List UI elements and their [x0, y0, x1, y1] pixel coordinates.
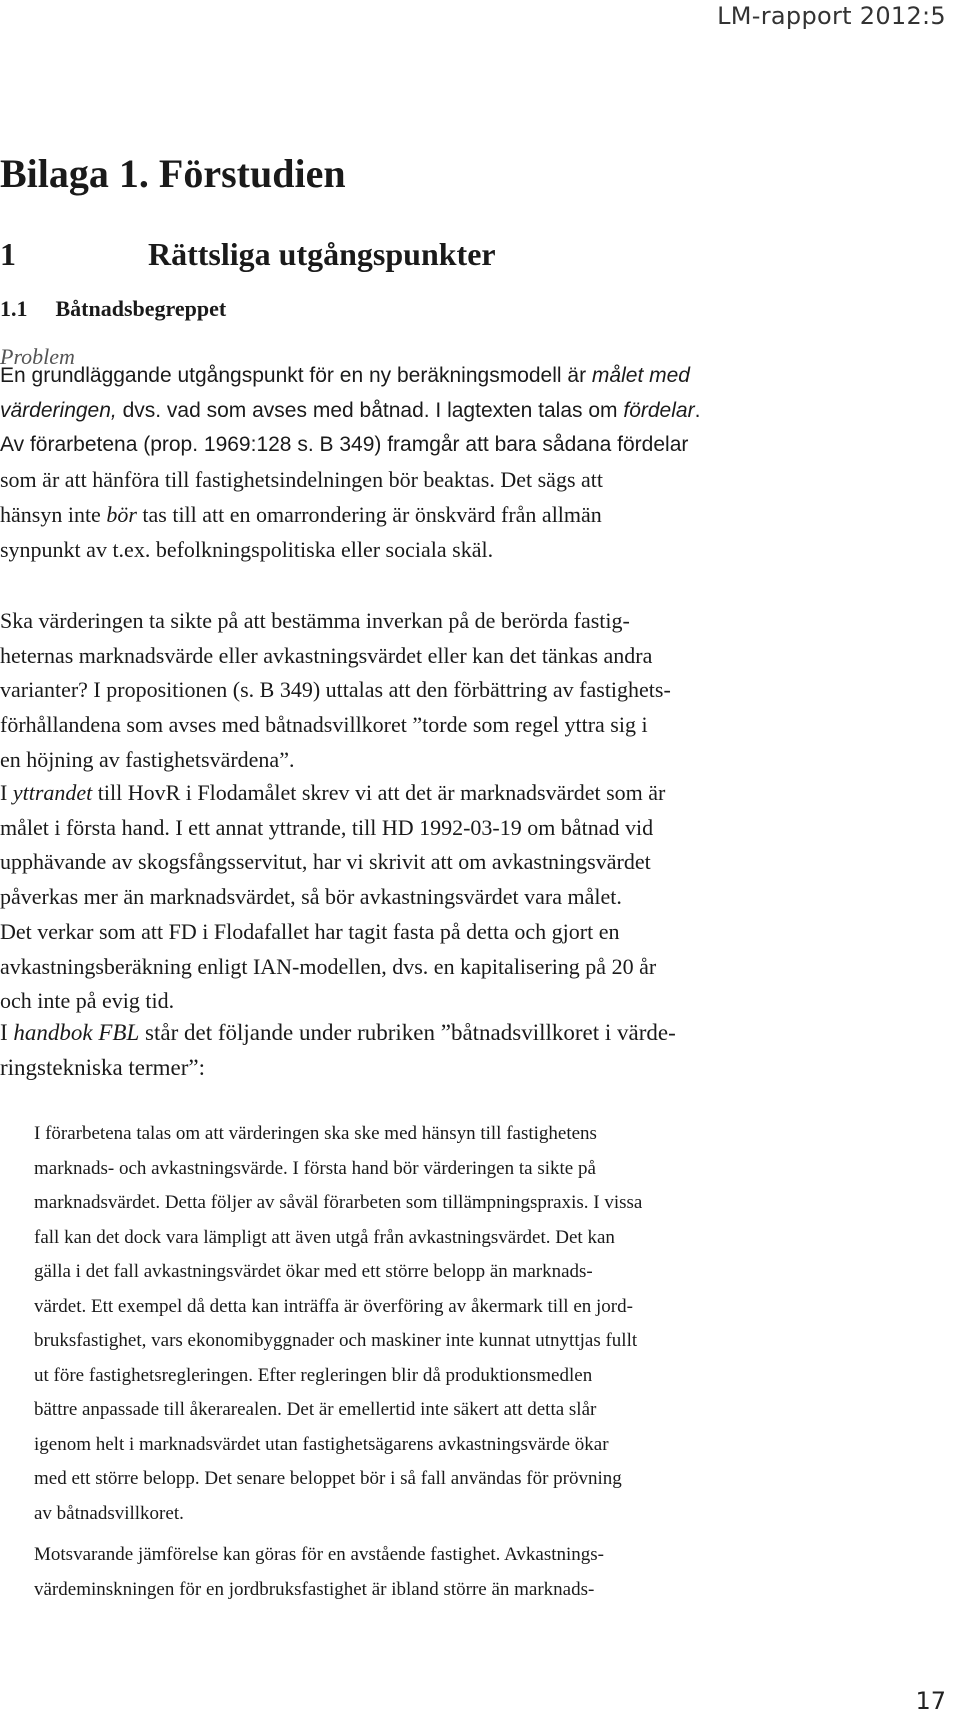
quote-line: marknads- och avkastningsvärde. I första hand bör värderingen ta sikte på: [34, 1157, 596, 1179]
paragraph-line: varianter? I propositionen (s. B 349) uttalas att den förbättring av fastighets-: [0, 677, 671, 703]
quote-line: marknadsvärdet. Detta följer av såväl förarbeten som tillämpningspraxis. I vissa: [34, 1192, 643, 1213]
quote-line: värdet. Ett exempel då detta kan inträffa är överföring av åkermark till en jord-: [34, 1295, 633, 1317]
quote-line: ut före fastighetsregleringen. Efter regleringen blir då produktionsmedlen: [34, 1364, 593, 1386]
quote-line: bruksfastighet, vars ekonomibyggnader och maskiner inte kunnat utnyttjas fullt: [34, 1330, 638, 1351]
paragraph-line: och inte på evig tid.: [0, 988, 175, 1014]
block-quote-handbook: [34, 1117, 864, 1531]
paragraph-line: synpunkt av t.ex. befolkningspolitiska eller sociala skäl.: [0, 536, 494, 562]
subsection-number: 1.1: [0, 296, 28, 321]
paragraph-problem: [0, 359, 830, 567]
quote-line: värdeminskningen för en jordbruksfastighet är ibland större än marknads-: [34, 1578, 595, 1600]
report-header: LM-rapport 2012:5: [717, 2, 946, 30]
page-number: 17: [915, 1687, 946, 1715]
subsection-heading: [0, 296, 226, 322]
quote-line: bättre anpassade till åkerarealen. Det är emellertid inte säkert att detta slår: [34, 1399, 597, 1420]
quote-line: Motsvarande jämförelse kan göras för en avstående fastighet. Avkastnings-: [34, 1544, 604, 1565]
paragraph-line: I yttrandet till HovR i Flodamålet skrev vi att det är marknadsvärdet som är: [0, 780, 666, 805]
paragraph-handbook: [0, 1016, 830, 1085]
quote-line: fall kan det dock vara lämpligt att även utgå från avkastningsvärdet. Det kan: [34, 1226, 615, 1248]
paragraph-valuation: [0, 604, 830, 778]
paragraph-line: en höjning av fastighetsvärdena”.: [0, 746, 295, 772]
paragraph-line: Det verkar som att FD i Flodafallet har tagit fasta på detta och gjort en: [0, 918, 620, 944]
quote-line: med ett större belopp. Det senare beloppet bör i så fall användas för prövning: [34, 1468, 622, 1489]
paragraph-line: påverkas mer än marknadsvärdet, så bör avkastningsvärdet vara målet.: [0, 884, 622, 910]
paragraph-line: hänsyn inte bör tas till att en omarrondering är önskvärd från allmän: [0, 501, 602, 527]
paragraph-statements: [0, 776, 830, 1019]
paragraph-line: Av förarbetena (prop. 1969:128 s. B 349) framgår att bara sådana fördelar: [0, 433, 689, 457]
paragraph-line: förhållandena som avses med båtnadsvillkoret ”torde som regel yttra sig i: [0, 712, 648, 738]
paragraph-line: målet i första hand. I ett annat yttrande, till HD 1992-03-19 om båtnad vid: [0, 814, 654, 840]
block-quote-continuation: [34, 1538, 864, 1607]
quote-line: I förarbetena talas om att värderingen ska ske med hänsyn till fastighetens: [34, 1123, 597, 1144]
section-number: 1: [0, 236, 16, 272]
quote-line: gälla i det fall avkastningsvärdet ökar med ett större belopp än marknads-: [34, 1261, 593, 1282]
subsubsection-heading: Problem: [0, 344, 75, 369]
paragraph-line: ringstekniska termer”:: [0, 1054, 206, 1080]
section-title: Rättsliga utgångspunkter: [148, 236, 496, 272]
quote-line: igenom helt i marknadsvärdet utan fastighetsägarens avkastningsvärde ökar: [34, 1433, 609, 1455]
appendix-title: Bilaga 1. Förstudien: [0, 151, 346, 196]
paragraph-line: Ska värderingen ta sikte på att bestämma inverkan på de berörda fastig-: [0, 608, 630, 633]
paragraph-line: heternas marknadsvärde eller avkastningsvärdet eller kan det tänkas andra: [0, 642, 653, 668]
subsection-title: Båtnadsbegreppet: [55, 296, 227, 321]
paragraph-line: upphävande av skogsfångsservitut, har vi skrivit att om avkastningsvärdet: [0, 849, 651, 875]
quote-line: av båtnadsvillkoret.: [34, 1502, 184, 1524]
paragraph-line: En grundläggande utgångspunkt för en ny beräkningsmodell är målet med: [0, 364, 690, 387]
paragraph-line: avkastningsberäkning enligt IAN-modellen, dvs. en kapitalisering på 20 år: [0, 953, 657, 979]
paragraph-line: värderingen, dvs. vad som avses med båtnad. I lagtexten talas om fördelar.: [0, 398, 701, 422]
paragraph-line: I handbok FBL står det följande under rubriken ”båtnadsvillkoret i värde-: [0, 1020, 676, 1045]
paragraph-line: som är att hänföra till fastighetsindelningen bör beaktas. Det sägs att: [0, 467, 604, 493]
